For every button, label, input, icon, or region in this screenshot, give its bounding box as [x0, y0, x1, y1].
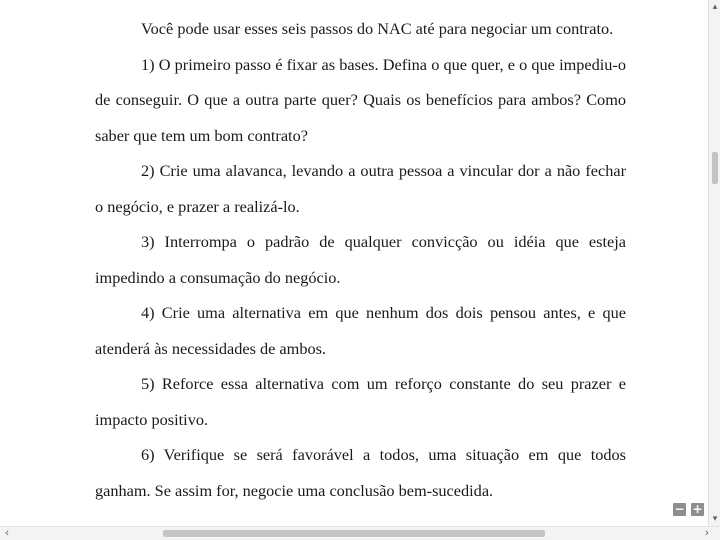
- vertical-scroll-thumb[interactable]: [712, 152, 718, 184]
- zoom-in-button[interactable]: +: [692, 502, 703, 516]
- paragraph-step-4: 4) Crie uma alternativa em que nenhum dos dois pensou antes, e que atenderá às necessidades de ambos.: [95, 303, 626, 358]
- document-text: [95, 11, 626, 508]
- scroll-up-icon[interactable]: ▴: [712, 2, 718, 12]
- paragraph-intro: Você pode usar esses seis passos do NAC até para negociar um contrato.: [141, 19, 614, 38]
- vertical-scrollbar[interactable]: [708, 0, 720, 526]
- scroll-right-icon[interactable]: ›: [704, 526, 710, 539]
- paragraph-step-1: 1) O primeiro passo é fixar as bases. Defina o que quer, e o que impediu-o de conseguir. O que a outra parte quer? Quais os benefícios para ambos? Como saber que tem um bom contrato?: [95, 54, 626, 145]
- paragraph-step-3: 3) Interrompa o padrão de qualquer convicção ou idéia que esteja impedindo a consumação do negócio.: [95, 232, 626, 287]
- scroll-down-icon[interactable]: ▾: [712, 514, 718, 524]
- paragraph-step-5: 5) Reforce essa alternativa com um reforço constante do seu prazer e impacto positivo.: [95, 374, 626, 429]
- scroll-left-icon[interactable]: ‹: [4, 526, 10, 539]
- paragraph-step-6: 6) Verifique se será favorável a todos, uma situação em que todos ganham. Se assim for, negocie uma conclusão bem-sucedida.: [95, 445, 626, 500]
- zoom-out-button[interactable]: −: [674, 502, 685, 516]
- paragraph-step-2: 2) Crie uma alavanca, levando a outra pessoa a vincular dor a não fechar o negócio, e prazer a realizá-lo.: [95, 161, 626, 216]
- horizontal-scrollbar[interactable]: [0, 526, 720, 540]
- horizontal-scroll-thumb[interactable]: [163, 530, 545, 537]
